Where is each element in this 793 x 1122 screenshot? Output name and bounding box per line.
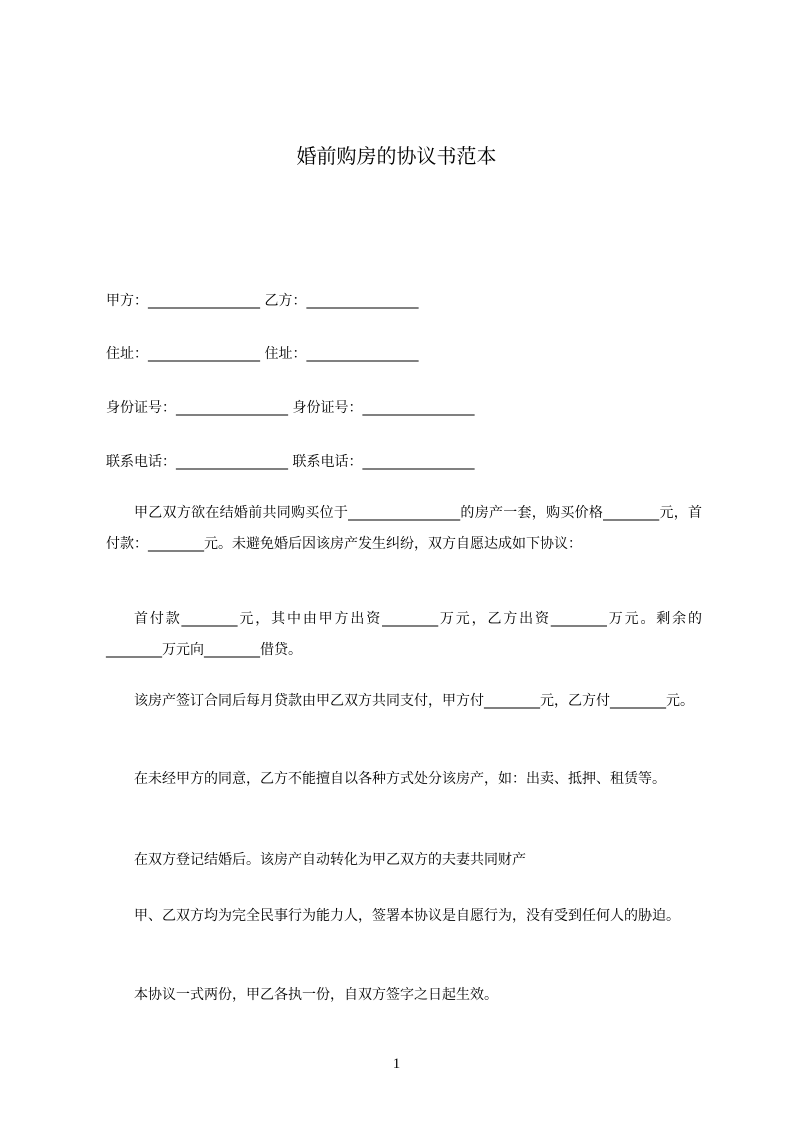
party-id-line: 身份证号：________________ 身份证号：________________ [106, 400, 475, 416]
paragraph-effective: 本协议一式两份，甲乙各执一份，自双方签字之日起生效。 [134, 987, 498, 1003]
paragraph-purchase: 甲乙双方欲在结婚前共同购买位于________________的房产一套，购买价格________元，首付款：________元。未避免婚后因该房产发生纠纷，双方自愿达成如下协议： [106, 505, 702, 552]
party-phone-line: 联系电话：________________ 联系电话：________________ [106, 454, 475, 470]
document-title: 婚前购房的协议书范本 [296, 144, 497, 168]
paragraph-disposal: 在未经甲方的同意，乙方不能擅自以各种方式处分该房产，如：出卖、抵押、租赁等。 [134, 771, 666, 787]
page-number: 1 [392, 1056, 401, 1072]
paragraph-capacity: 甲、乙双方均为完全民事行为能力人，签署本协议是自愿行为，没有受到任何人的胁迫。 [134, 908, 680, 924]
paragraph-loan-payment: 该房产签订合同后每月贷款由甲乙双方共同支付，甲方付________元，乙方付________元。 [134, 693, 694, 709]
party-name-line: 甲方：________________ 乙方：________________ [106, 293, 419, 309]
paragraph-down-payment: 首付款________元，其中由甲方出资________万元，乙方出资________万元。剩余的________万元向________借贷。 [106, 611, 702, 658]
party-address-line: 住址：________________ 住址：________________ [106, 346, 419, 362]
paragraph-marital-property: 在双方登记结婚后。该房产自动转化为甲乙双方的夫妻共同财产 [134, 852, 526, 868]
